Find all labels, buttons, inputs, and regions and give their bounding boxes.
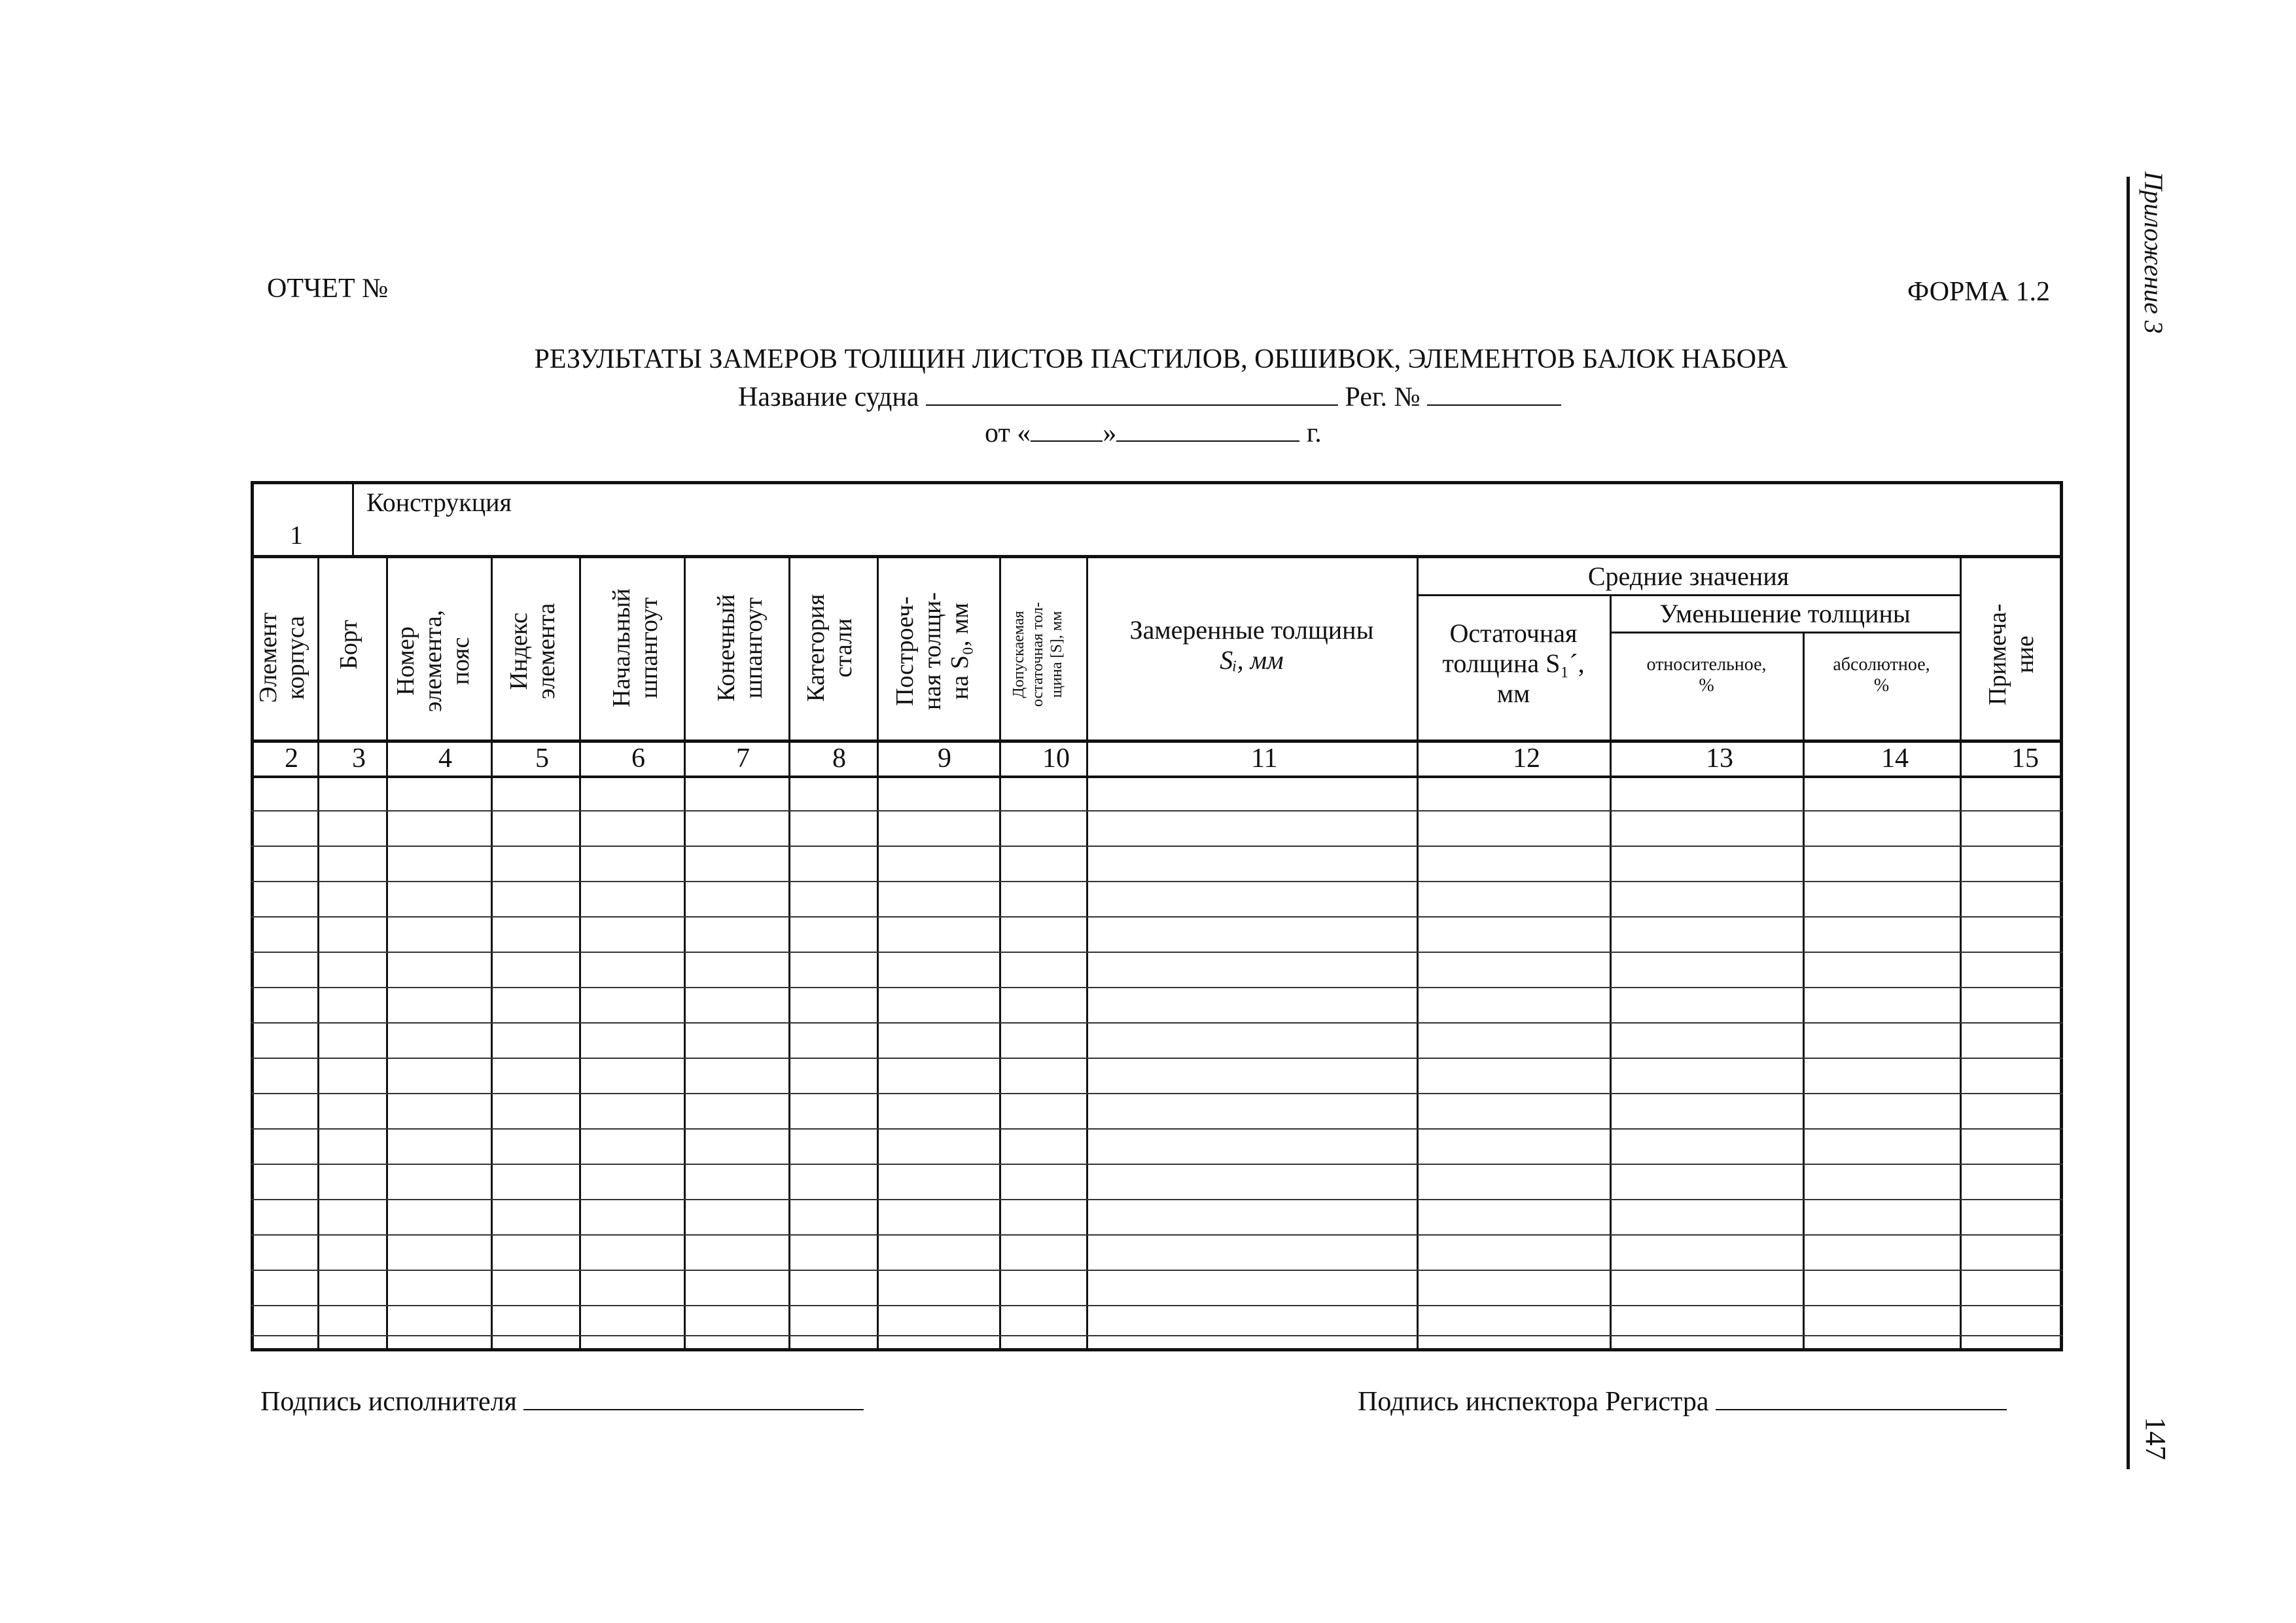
date-mid: » bbox=[1103, 418, 1117, 448]
col-divider bbox=[317, 556, 319, 1349]
col-divider bbox=[877, 556, 879, 1349]
table-row bbox=[251, 1022, 2063, 1024]
executor-signature-line bbox=[260, 1386, 864, 1418]
table-row bbox=[251, 1058, 2063, 1059]
header-measured-thickness: Замеренные толщины Sᵢ, мм bbox=[1129, 615, 1374, 675]
reg-label: Рег. № bbox=[1345, 382, 1421, 412]
table-row bbox=[251, 1199, 2063, 1200]
table-row bbox=[251, 1305, 2063, 1306]
construction-number: 1 bbox=[290, 520, 303, 550]
header-hull-element: Элемент корпуса bbox=[255, 612, 309, 704]
executor-signature-label: Подпись исполнителя bbox=[260, 1387, 517, 1417]
table-row bbox=[251, 1128, 2063, 1130]
header-bottom-line bbox=[251, 740, 2063, 743]
table-row bbox=[251, 810, 2063, 812]
numbers-bottom-line bbox=[251, 776, 2063, 778]
col-divider bbox=[491, 556, 493, 1349]
table-row bbox=[251, 1093, 2063, 1094]
header-residual-thickness: Остаточная толщина S₁´, мм bbox=[1442, 618, 1585, 708]
col-divider bbox=[788, 556, 790, 1349]
construction-bottom-line bbox=[251, 555, 2063, 558]
header-element-number: Номер элемента, пояс bbox=[392, 609, 474, 713]
table-row bbox=[251, 1164, 2063, 1165]
col-divider bbox=[386, 556, 388, 1349]
table-row bbox=[251, 987, 2063, 988]
header-side: Борт bbox=[335, 620, 362, 669]
executor-signature-field[interactable] bbox=[523, 1389, 864, 1410]
col-divider bbox=[684, 556, 686, 1349]
page-number: 147 bbox=[2140, 1417, 2172, 1460]
table-row bbox=[251, 1234, 2063, 1236]
reg-number-field[interactable] bbox=[1427, 385, 1561, 406]
table-row bbox=[251, 952, 2063, 953]
table-row bbox=[251, 1335, 2063, 1336]
header-element-index: Индекс элемента bbox=[505, 603, 560, 700]
header-steel-category: Категория стали bbox=[802, 594, 857, 702]
report-number-label: ОТЧЕТ № bbox=[267, 274, 389, 304]
header-allowed-thickness: Допускаемая остаточная тол- щина [S], мм bbox=[1010, 601, 1065, 707]
table-row bbox=[251, 846, 2063, 847]
reduction-sub-line bbox=[1610, 632, 1960, 633]
ship-name-line bbox=[738, 382, 1561, 413]
col-divider bbox=[579, 556, 581, 1349]
ship-name-field[interactable] bbox=[926, 385, 1338, 406]
col-divider bbox=[999, 556, 1001, 1349]
margin-rule bbox=[2127, 177, 2130, 1469]
header-built-thickness: Построеч- ная толщи- на S₀, мм bbox=[891, 592, 974, 710]
form-title: РЕЗУЛЬТАТЫ ЗАМЕРОВ ТОЛЩИН ЛИСТОВ ПАСТИЛОВ, ОБШИВОК, ЭЛЕМЕНТОВ БАЛОК НАБОРА bbox=[534, 344, 1788, 374]
table-row bbox=[251, 916, 2063, 918]
table-row bbox=[251, 881, 2063, 882]
date-month-year-field[interactable] bbox=[1116, 421, 1299, 442]
form-label: ФОРМА 1.2 bbox=[1907, 277, 2051, 307]
construction-label: Конструкция bbox=[366, 488, 512, 517]
inspector-signature-field[interactable] bbox=[1716, 1389, 2007, 1410]
inspector-signature-label: Подпись инспектора Регистра bbox=[1358, 1387, 1709, 1417]
appendix-label: Приложение 3 bbox=[2139, 171, 2168, 334]
col-divider bbox=[1960, 556, 1962, 1349]
date-suffix: г. bbox=[1306, 418, 1322, 448]
date-line bbox=[985, 418, 1322, 449]
header-absolute: абсолютное, % bbox=[1833, 654, 1930, 696]
header-start-frame: Начальный шпангоут bbox=[608, 588, 663, 707]
table-row bbox=[251, 1270, 2063, 1271]
col-divider bbox=[1610, 594, 1612, 1349]
date-prefix: от « bbox=[985, 418, 1031, 448]
construction-divider bbox=[352, 481, 354, 556]
avg-sub-line bbox=[1417, 594, 1960, 596]
inspector-signature-line bbox=[1358, 1386, 2007, 1418]
header-relative: относительное, % bbox=[1646, 654, 1767, 696]
header-end-frame: Конечный шпангоут bbox=[713, 594, 768, 702]
header-average-values: Средние значения bbox=[1587, 562, 1790, 591]
date-day-field[interactable] bbox=[1031, 421, 1103, 442]
ship-name-label: Название судна bbox=[738, 382, 919, 412]
header-thickness-reduction: Уменьшение толщины bbox=[1659, 599, 1911, 628]
header-notes: Примеча- ние bbox=[1984, 603, 2039, 705]
